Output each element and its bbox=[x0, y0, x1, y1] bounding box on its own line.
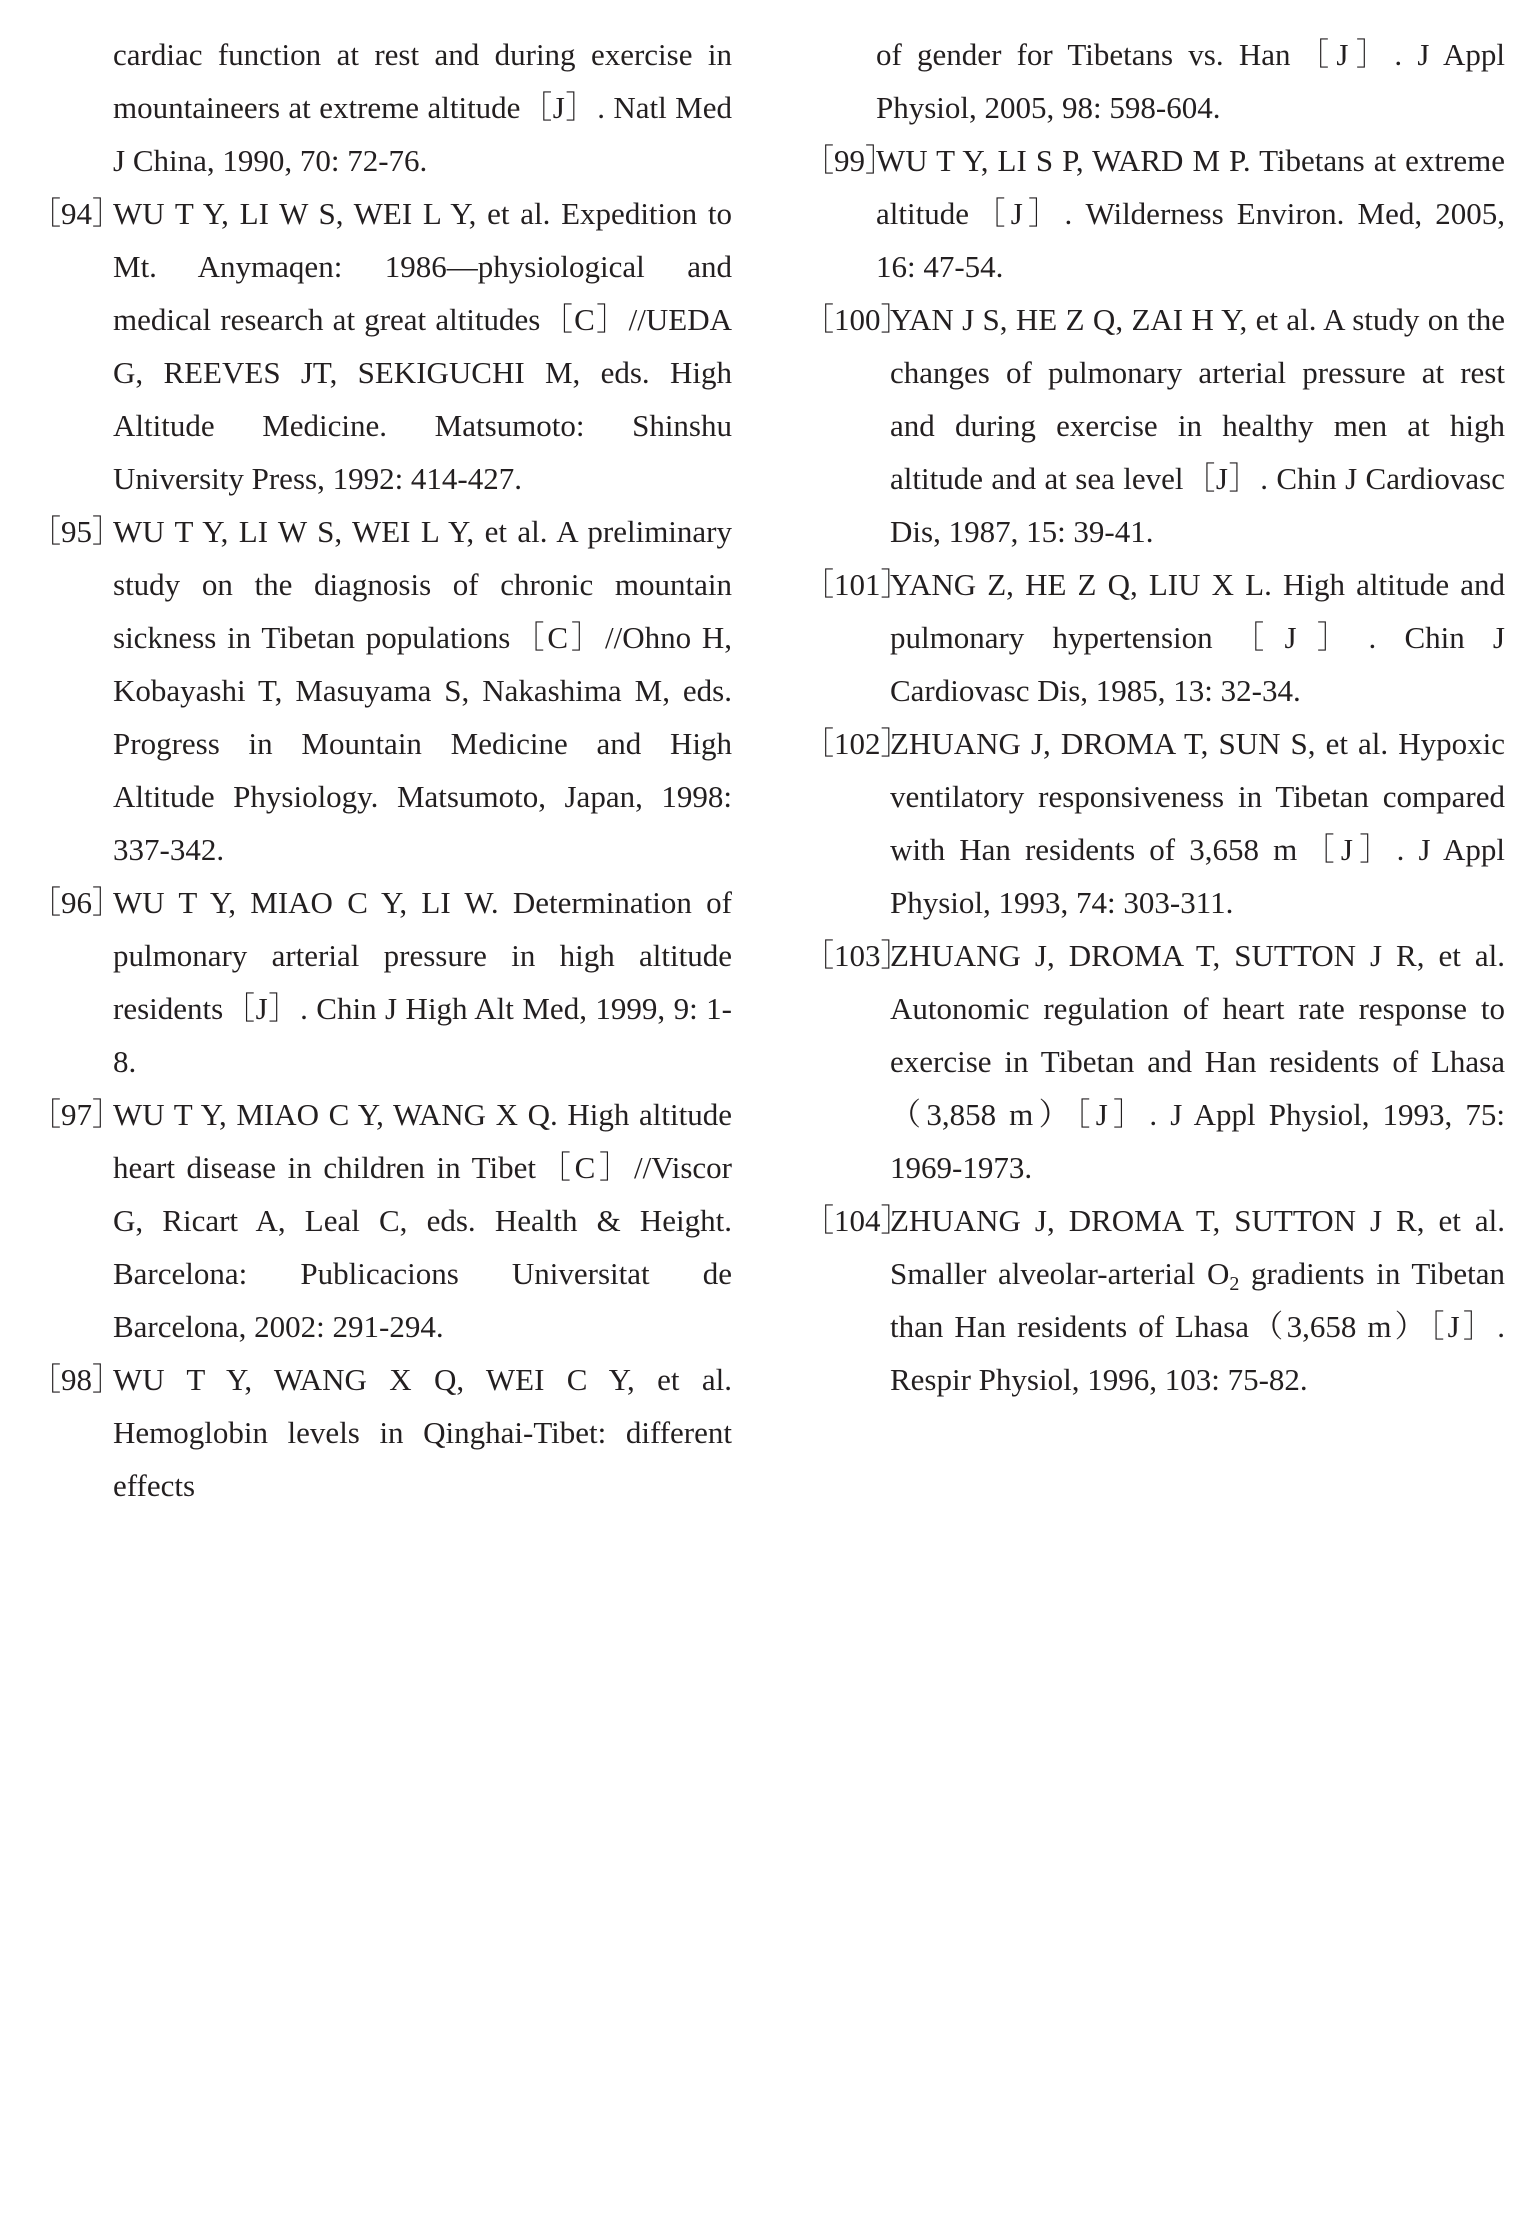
reference-text: YANG Z, HE Z Q, LIU X L. High altitude and pulmonary hypertension［J］. Chin J Cardiovasc Dis, 1985, 13: 32-34. bbox=[890, 567, 1505, 708]
reference-number: ［103］ bbox=[803, 938, 912, 973]
reference-number: ［100］ bbox=[803, 302, 912, 337]
reference-text: cardiac function at rest and during exercise in mountaineers at extreme altitude［J］. Natl Med J China, 1990, 70: 72-76. bbox=[113, 37, 732, 178]
reference-number: ［102］ bbox=[803, 726, 912, 761]
reference-95 bbox=[30, 505, 732, 876]
reference-text: WU T Y, LI W S, WEI L Y, et al. Expedition to Mt. Anymaqen: 1986—physiological and medical research at great altitudes［C］//UEDA G, REEVES JT, SEKIGUCHI M, eds. High Altitude Medicine. Matsumoto: Shinshu University Press, 1992: 414-427. bbox=[113, 196, 732, 496]
right-column bbox=[803, 28, 1505, 1406]
reference-continuation bbox=[803, 28, 1505, 134]
reference-text: WU T Y, LI S P, WARD M P. Tibetans at extreme altitude［J］. Wilderness Environ. Med, 2005, 16: 47-54. bbox=[876, 143, 1505, 284]
reference-text bbox=[890, 1194, 1505, 1406]
reference-text: of gender for Tibetans vs. Han［J］. J Appl Physiol, 2005, 98: 598-604. bbox=[876, 37, 1505, 125]
reference-101 bbox=[803, 558, 1505, 717]
reference-103 bbox=[803, 929, 1505, 1194]
subscript: 2 bbox=[1229, 1273, 1240, 1295]
reference-continuation bbox=[30, 28, 732, 187]
reference-text: ZHUANG J, DROMA T, SUTTON J R, et al. Autonomic regulation of heart rate response to exercise in Tibetan and Han residents of Lhasa（3,858 m）［J］. J Appl Physiol, 1993, 75: 1969-1973. bbox=[890, 938, 1505, 1185]
reference-number: ［94］ bbox=[30, 196, 123, 231]
reference-99 bbox=[803, 134, 1505, 293]
reference-number: ［96］ bbox=[30, 885, 123, 920]
reference-number: ［101］ bbox=[803, 567, 912, 602]
reference-number: ［104］ bbox=[803, 1203, 912, 1238]
reference-102 bbox=[803, 717, 1505, 929]
reference-number: ［98］ bbox=[30, 1362, 123, 1397]
reference-text: WU T Y, MIAO C Y, WANG X Q. High altitude heart disease in children in Tibet［C］//Viscor G, Ricart A, Leal C, eds. Health & Height. Barcelona: Publicacions Universitat de Barcelona, 2002: 291-294. bbox=[113, 1097, 732, 1344]
reference-number: ［95］ bbox=[30, 514, 123, 549]
reference-94 bbox=[30, 187, 732, 505]
reference-number: ［97］ bbox=[30, 1097, 123, 1132]
reference-96 bbox=[30, 876, 732, 1088]
reference-text: WU T Y, MIAO C Y, LI W. Determination of pulmonary arterial pressure in high altitude residents［J］. Chin J High Alt Med, 1999, 9: 1-8. bbox=[113, 885, 732, 1079]
reference-98 bbox=[30, 1353, 732, 1512]
reference-100 bbox=[803, 293, 1505, 558]
left-column bbox=[30, 28, 732, 1512]
reference-text-part: gradients in Tibetan than Han residents of Lhasa（3,658 m）［J］. Respir Physiol, 1996, 103: 75-82. bbox=[890, 1256, 1505, 1397]
reference-text: WU T Y, LI W S, WEI L Y, et al. A preliminary study on the diagnosis of chronic mountain sickness in Tibetan populations［C］//Ohno H, Kobayashi T, Masuyama S, Nakashima M, eds. Progress in Mountain Medicine and High Altitude Physiology. Matsumoto, Japan, 1998: 337-342. bbox=[113, 514, 732, 867]
reference-97 bbox=[30, 1088, 732, 1353]
reference-text: ZHUANG J, DROMA T, SUN S, et al. Hypoxic ventilatory responsiveness in Tibetan compared with Han residents of 3,658 m［J］. J Appl Physiol, 1993, 74: 303-311. bbox=[890, 726, 1505, 920]
reference-number: ［99］ bbox=[803, 143, 896, 178]
reference-text-part: ZHUANG J, DROMA T, SUTTON J R, et al. Smaller alveolar-arterial O bbox=[890, 1203, 1505, 1291]
reference-104 bbox=[803, 1194, 1505, 1406]
reference-text: WU T Y, WANG X Q, WEI C Y, et al. Hemoglobin levels in Qinghai-Tibet: different effects bbox=[113, 1362, 732, 1503]
reference-text: YAN J S, HE Z Q, ZAI H Y, et al. A study on the changes of pulmonary arterial pressure at rest and during exercise in healthy men at high altitude and at sea level［J］. Chin J Cardiovasc Dis, 1987, 15: 39-41. bbox=[890, 302, 1505, 549]
